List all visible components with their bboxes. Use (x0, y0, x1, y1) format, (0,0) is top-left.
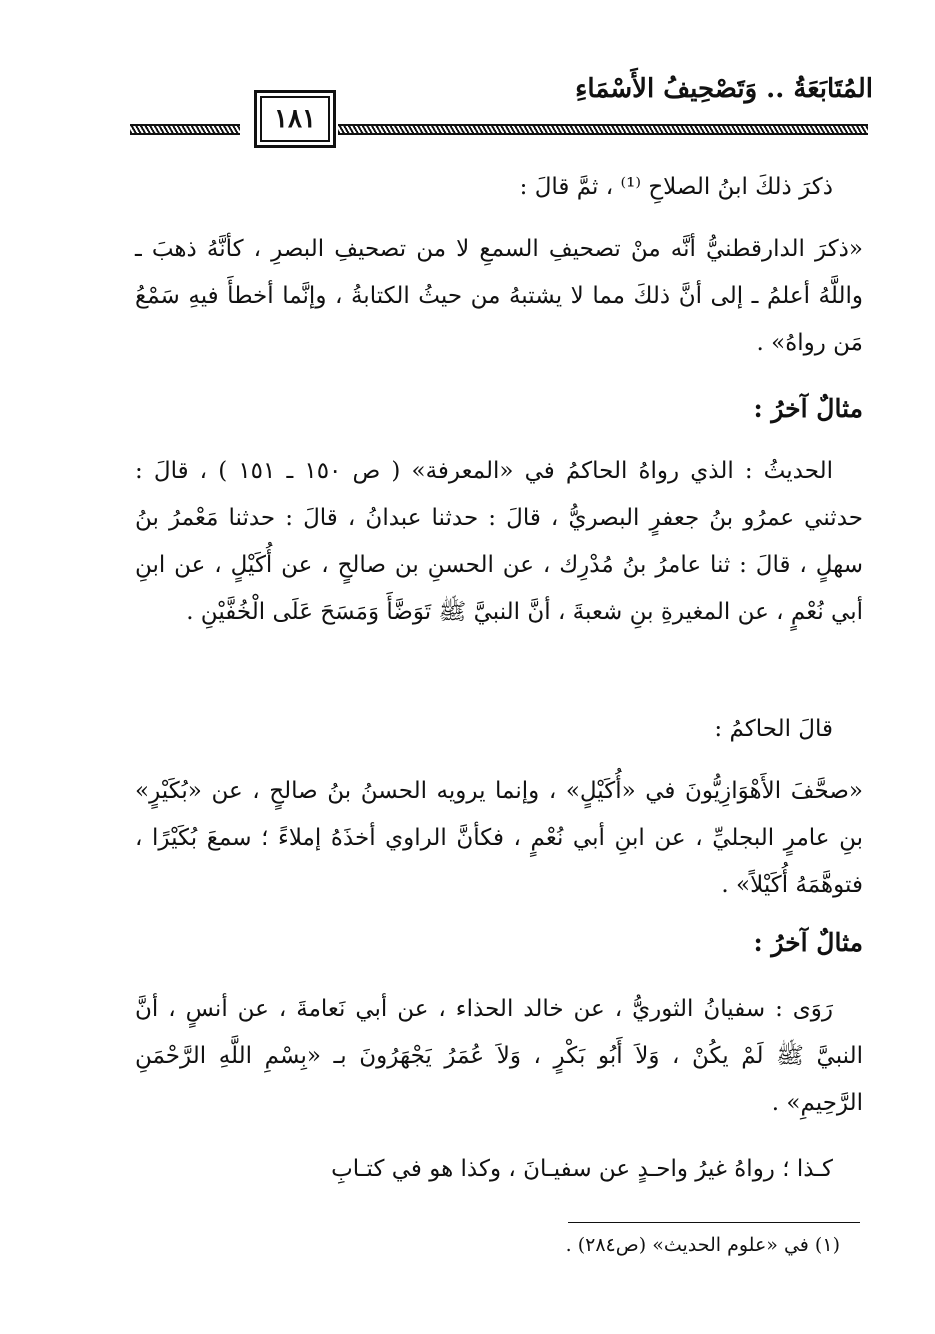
quote1-text: «ذكرَ الدارقطنيُّ أنَّه منْ تصحيفِ السمعِ لا من تصحيفِ البصرِ ، كأنَّهُ ذهبَ ـ واللَّهُ أعلمُ ـ إلى أنَّ ذلكَ مما لا يشتبهُ من حيثُ الكتابةُ ، وإنَّما أخطأَ فيهِ سَمْعُ مَن رواهُ» . (135, 236, 863, 356)
page-number-text: ١٨١ (274, 104, 316, 134)
closing-text: كـذا ؛ رواهُ غيرُ واحـدٍ عن سفيـانَ ، وكذا هو في كتـابِ (331, 1156, 833, 1182)
header-rule-right (338, 124, 868, 135)
paragraph-example-hakim (135, 448, 863, 636)
intro-text: ذكرَ ذلكَ ابنُ الصلاحِ ⁽¹⁾ ، ثمَّ قالَ : (519, 174, 833, 200)
heading-another-example-2: مثالٌ آخرُ : (753, 928, 863, 957)
example1-text: الحديثُ : الذي رواهُ الحاكمُ في «المعرفة» ( ص ١٥٠ ـ ١٥١ ) ، قالَ : حدثني عمرُو بنُ جعفرٍ البصريُّ ، قالَ : حدثنا عبدانُ ، قالَ : حدثنا مَعْمرُ بنُ سهلٍ ، قالَ : ثنا عامرُ بنُ مُدْرِك ، عن الحسنِ بن صالحٍ ، عن أُكَيْلٍ ، عن ابنِ أبي نُعْمٍ ، عن المغيرةِ بنِ شعبةَ ، أنَّ النبيَّ ﷺ تَوَضَّأَ وَمَسَحَ عَلَى الْخُفَّيْنِ . (135, 458, 863, 625)
paragraph-hakim-said (135, 706, 863, 753)
hakim-said-text: قالَ الحاكمُ : (714, 716, 833, 742)
footnote: (١) في «علوم الحديث» (ص٢٨٤) . (565, 1234, 840, 1256)
footnote-separator (568, 1222, 860, 1223)
running-title: المُتَابَعَةُ .. وَتَصْحِيفُ الأَسْمَاءِ (575, 74, 873, 104)
paragraph-example-sufyan (135, 986, 863, 1127)
paragraph-quote-daraqutni (135, 226, 863, 367)
heading-another-example-1: مثالٌ آخرُ : (753, 394, 863, 423)
page-number (254, 90, 336, 148)
paragraph-closing (135, 1146, 863, 1193)
paragraph-quote-hakim (135, 768, 863, 909)
paragraph-intro (135, 164, 863, 211)
header-rule-left (130, 124, 240, 135)
quote2-text: «صحَّفَ الأَهْوَازِيُّونَ في «أُكَيْلٍ» ، وإنما يرويه الحسنُ بنُ صالحٍ ، عن «بُكَيْرٍ» بنِ عامرٍ البجليِّ ، عن ابنِ أبي نُعْمٍ ، فكأنَّ الراوي أخذَهُ إملاءً ؛ سمعَ بُكَيْرًا ، فتوهَّمَهُ أُكَيْلاً» . (135, 778, 863, 898)
example2-text: رَوَى : سفيانُ الثوريُّ ، عن خالد الحذاء ، عن أبي نَعامةَ ، عن أنسٍ ، أنَّ النبيَّ ﷺ لَمْ يكُنْ ، وَلاَ أَبُو بَكْرٍ ، وَلاَ عُمَرُ يَجْهَرُونَ بـ «بِسْمِ اللَّهِ الرَّحْمَنِ الرَّحِيمِ» . (135, 996, 863, 1116)
